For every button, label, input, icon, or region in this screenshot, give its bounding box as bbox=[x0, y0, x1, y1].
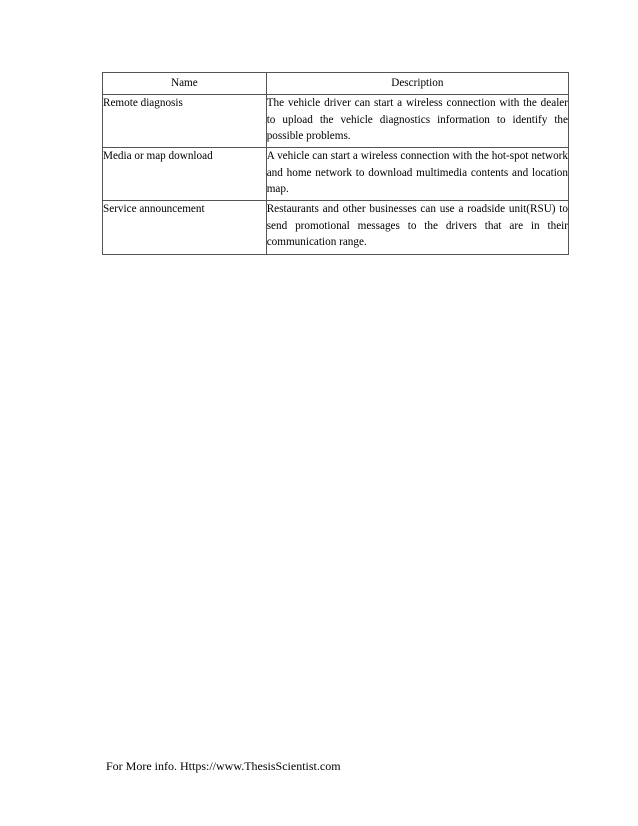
table-header-row bbox=[103, 73, 569, 95]
row-name-cell: Remote diagnosis bbox=[103, 95, 267, 148]
column-header-name: Name bbox=[103, 73, 267, 95]
table-row bbox=[103, 148, 569, 201]
column-header-description: Description bbox=[266, 73, 568, 95]
row-name-cell: Service announcement bbox=[103, 201, 267, 255]
row-name-cell: Media or map download bbox=[103, 148, 267, 201]
footer-note: For More info. Https://www.ThesisScientist.com bbox=[106, 759, 341, 773]
table-row bbox=[103, 201, 569, 255]
row-description-cell: The vehicle driver can start a wireless connection with the dealer to upload the vehicle diagnostics information to identify the possible problems. bbox=[266, 95, 568, 148]
row-description-cell: A vehicle can start a wireless connection with the hot-spot network and home network to download multimedia contents and location map. bbox=[266, 148, 568, 201]
row-description-cell: Restaurants and other businesses can use a roadside unit(RSU) to send promotional messages to the drivers that are in their communication range. bbox=[266, 201, 568, 255]
application-table bbox=[102, 72, 569, 255]
table-row bbox=[103, 95, 569, 148]
